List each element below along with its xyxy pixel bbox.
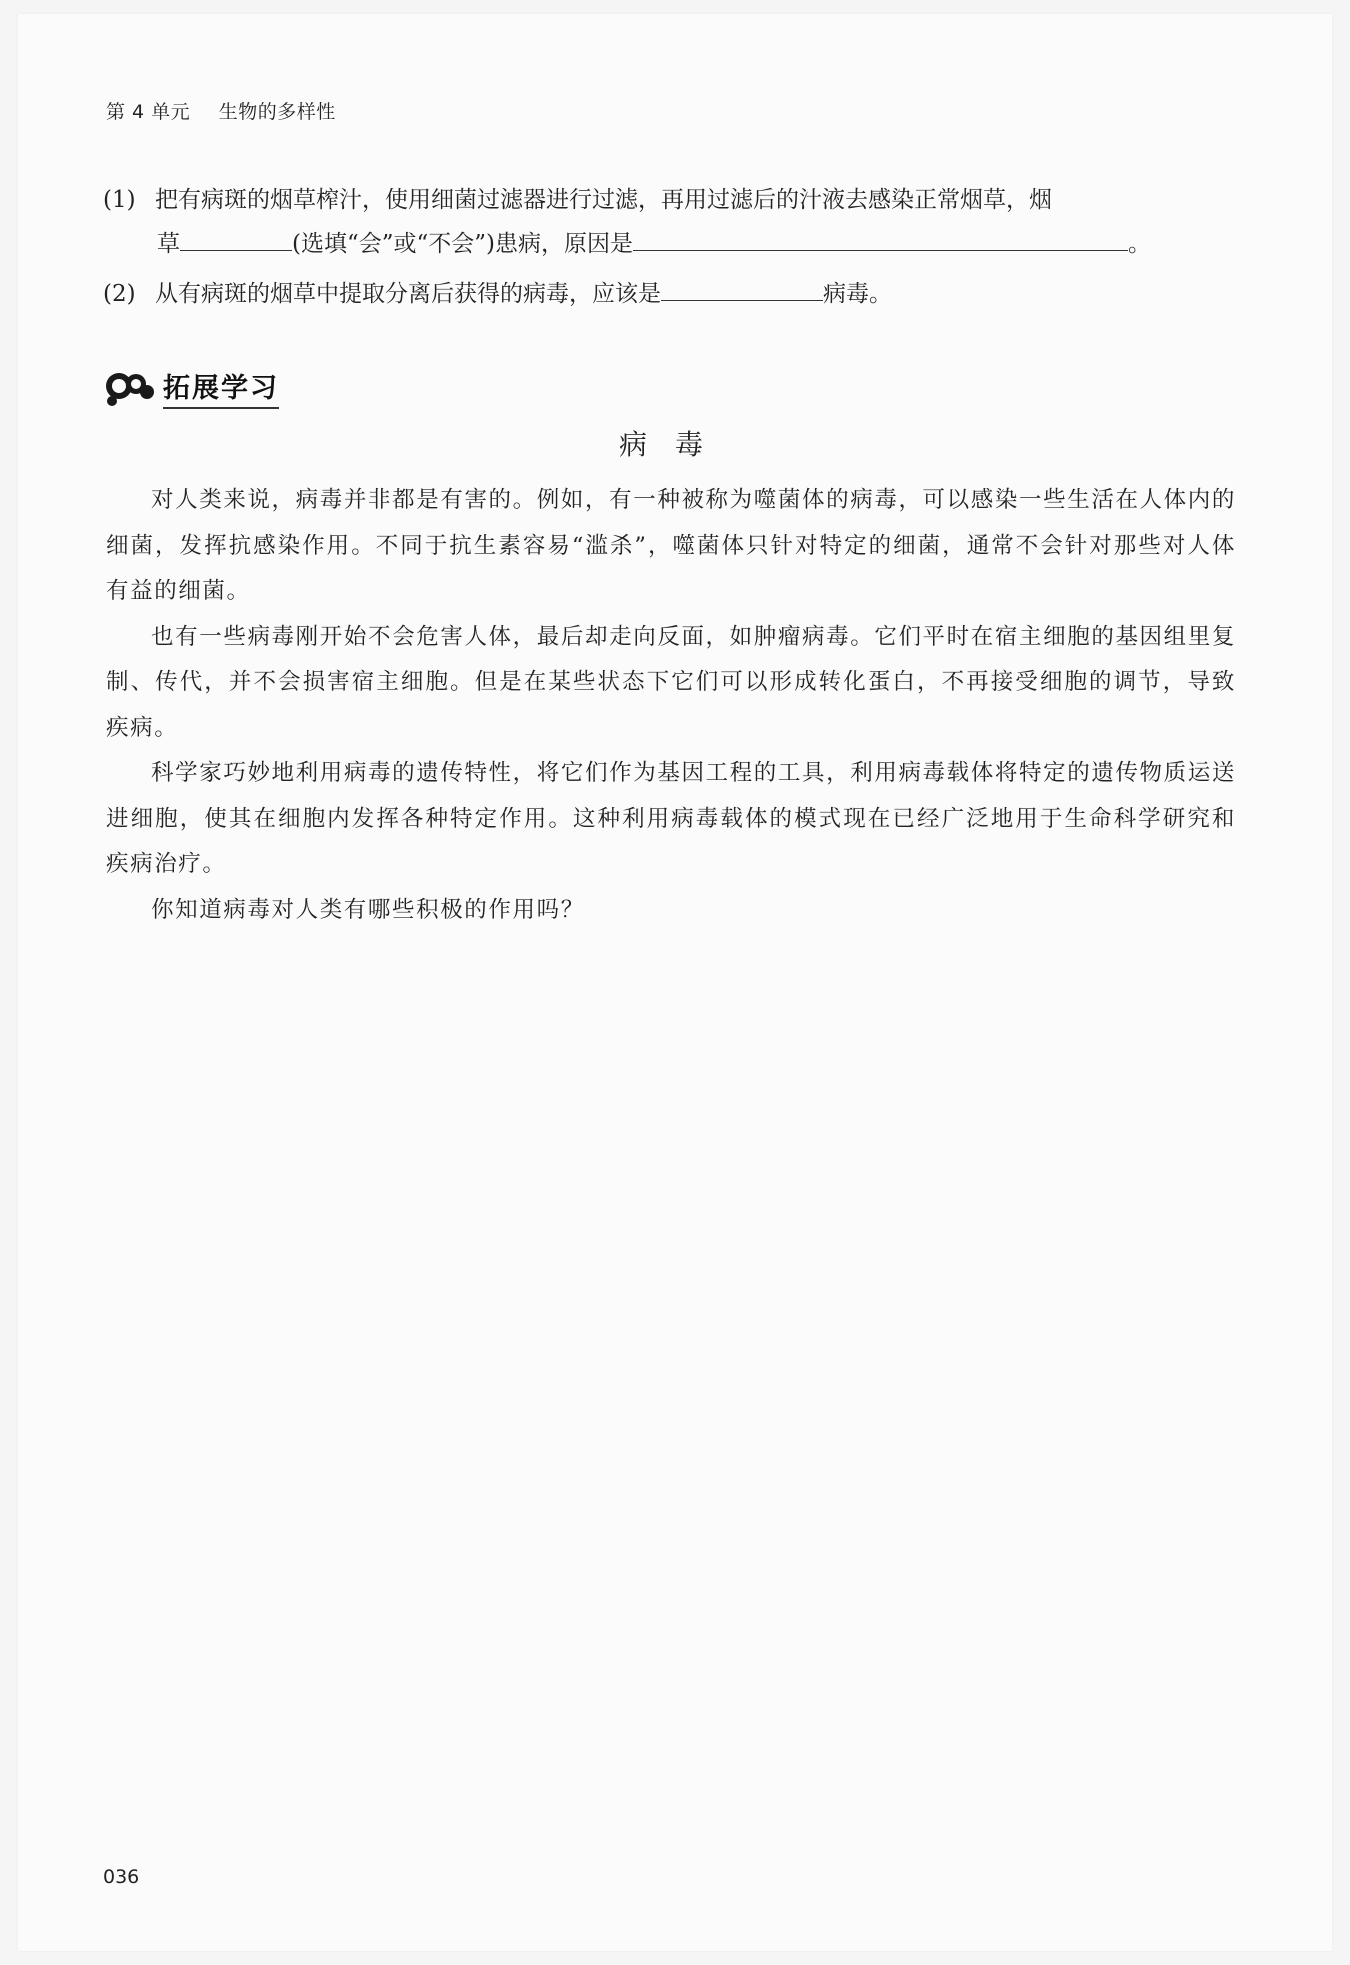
answer-blank-2[interactable] [633, 222, 1128, 251]
question-1-text: 把有病斑的烟草榨汁，使用细菌过滤器进行过滤，再用过滤后的汁液去感染正常烟草，烟 [155, 187, 1052, 213]
page-number: 036 [103, 1866, 140, 1888]
question-1-text-b: 草 [157, 231, 180, 257]
article-paragraph-1: 对人类来说，病毒并非都是有害的。例如，有一种被称为噬菌体的病毒，可以感染一些生活在人体内的细菌，发挥抗感染作用。不同于抗生素容易“滥杀”，噬菌体只针对特定的细菌，通常不会针对那些对人体有益的细菌。 [106, 487, 1236, 604]
answer-blank-3[interactable] [661, 272, 823, 301]
article-title: 病毒 [618, 428, 731, 461]
question-1 [103, 178, 1238, 266]
section-header [103, 366, 279, 409]
question-2-text: 从有病斑的烟草中提取分离后获得的病毒，应该是 [155, 281, 661, 307]
question-1-line-2 [103, 222, 1238, 266]
question-1-line-1 [103, 178, 1238, 222]
unit-label: 第 4 单元 [106, 101, 191, 123]
section-title: 拓展学习 [163, 366, 279, 409]
article-paragraph-4: 你知道病毒对人类有哪些积极的作用吗？ [151, 896, 585, 923]
article-paragraph-2: 也有一些病毒刚开始不会危害人体，最后却走向反面，如肿瘤病毒。它们平时在宿主细胞的基因组里复制、传代，并不会损害宿主细胞。但是在某些状态下它们可以形成转化蛋白，不再接受细胞的调节，导致疾病。 [106, 623, 1236, 741]
question-1-text-c: (选填“会”或“不会”)患病，原因是 [292, 231, 633, 257]
question-2 [103, 272, 1238, 316]
question-1-number: (1) [103, 187, 136, 213]
bubbles-icon [103, 368, 155, 408]
article-paragraph-3: 科学家巧妙地利用病毒的遗传特性，将它们作为基因工程的工具，利用病毒载体将特定的遗传物质运送进细胞，使其在细胞内发挥各种特定作用。这种利用病毒载体的模式现在已经广泛地用于生命科学研究和疾病治疗。 [106, 760, 1236, 877]
running-head [106, 97, 336, 124]
question-2-number: (2) [103, 281, 136, 307]
article-body [106, 478, 1236, 933]
question-2-text-b: 病毒。 [823, 281, 892, 307]
unit-title: 生物的多样性 [218, 101, 336, 123]
answer-blank-1[interactable] [180, 222, 292, 251]
question-1-text-d: 。 [1127, 231, 1151, 257]
